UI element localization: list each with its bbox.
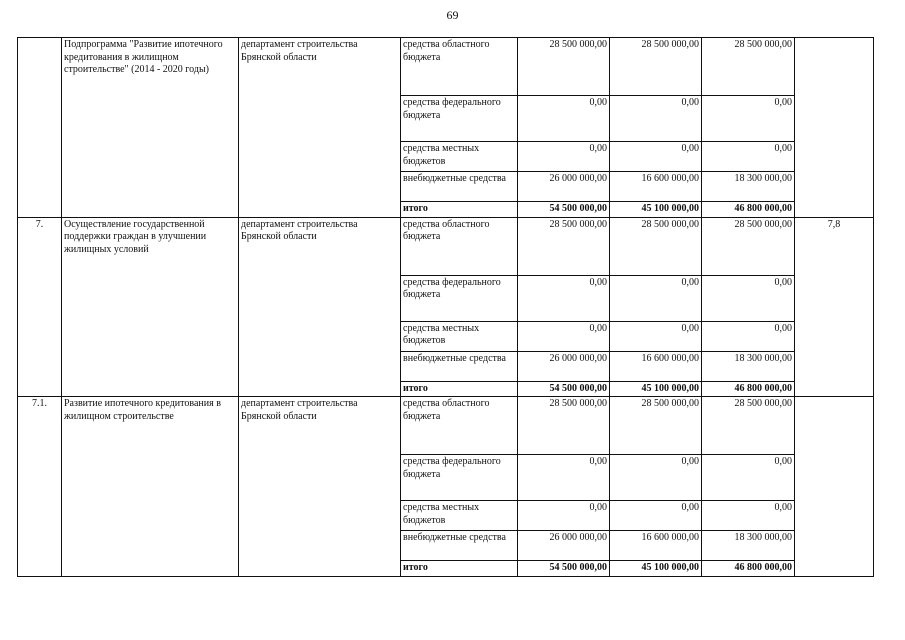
amount-year-1: 26 000 000,00: [518, 172, 610, 202]
budget-table: [17, 37, 874, 577]
program-name: Развитие ипотечного кредитования в жилищном строительстве: [62, 397, 239, 577]
amount-year-3: 0,00: [702, 96, 795, 142]
executor: департамент строительства Брянской области: [239, 38, 401, 218]
row-index: 7.1.: [18, 397, 62, 577]
amount-year-3: 0,00: [702, 455, 795, 501]
amount-year-3: 46 800 000,00: [702, 561, 795, 577]
row-index: [18, 38, 62, 218]
amount-year-3: 28 500 000,00: [702, 217, 795, 275]
amount-year-3: 18 300 000,00: [702, 172, 795, 202]
amount-year-3: 0,00: [702, 501, 795, 531]
amount-year-2: 0,00: [610, 501, 702, 531]
amount-year-2: 0,00: [610, 142, 702, 172]
funding-source: средства федерального бюджета: [401, 275, 518, 321]
amount-year-3: 18 300 000,00: [702, 531, 795, 561]
amount-year-2: 45 100 000,00: [610, 202, 702, 218]
funding-source: внебюджетные средства: [401, 172, 518, 202]
amount-year-1: 54 500 000,00: [518, 561, 610, 577]
amount-year-2: 16 600 000,00: [610, 351, 702, 381]
amount-year-3: 46 800 000,00: [702, 202, 795, 218]
executor: департамент строительства Брянской области: [239, 397, 401, 577]
amount-year-1: 0,00: [518, 275, 610, 321]
amount-year-2: 16 600 000,00: [610, 172, 702, 202]
funding-source: средства федерального бюджета: [401, 455, 518, 501]
amount-year-3: 18 300 000,00: [702, 351, 795, 381]
amount-year-2: 28 500 000,00: [610, 397, 702, 455]
funding-source: средства местных бюджетов: [401, 321, 518, 351]
amount-year-3: 28 500 000,00: [702, 397, 795, 455]
page-number: 69: [446, 8, 459, 22]
funding-source: средства федерального бюджета: [401, 96, 518, 142]
amount-year-1: 26 000 000,00: [518, 531, 610, 561]
amount-year-2: 0,00: [610, 321, 702, 351]
indicator-ref: [795, 38, 874, 218]
amount-year-2: 16 600 000,00: [610, 531, 702, 561]
amount-year-2: 45 100 000,00: [610, 381, 702, 397]
amount-year-1: 28 500 000,00: [518, 217, 610, 275]
amount-year-2: 0,00: [610, 275, 702, 321]
amount-year-1: 0,00: [518, 455, 610, 501]
funding-source: средства областного бюджета: [401, 217, 518, 275]
amount-year-1: 28 500 000,00: [518, 38, 610, 96]
amount-year-1: 26 000 000,00: [518, 351, 610, 381]
amount-year-3: 28 500 000,00: [702, 38, 795, 96]
amount-year-2: 28 500 000,00: [610, 217, 702, 275]
executor: департамент строительства Брянской области: [239, 217, 401, 397]
indicator-ref: [795, 397, 874, 577]
funding-source: внебюджетные средства: [401, 351, 518, 381]
funding-source: внебюджетные средства: [401, 531, 518, 561]
funding-source: средства местных бюджетов: [401, 501, 518, 531]
amount-year-3: 0,00: [702, 275, 795, 321]
amount-year-2: 0,00: [610, 455, 702, 501]
row-index: 7.: [18, 217, 62, 397]
amount-year-1: 0,00: [518, 321, 610, 351]
funding-source: средства местных бюджетов: [401, 142, 518, 172]
funding-source: итого: [401, 561, 518, 577]
program-name: Подпрограмма "Развитие ипотечного кредитования в жилищном строительстве" (2014 - 2020 годы): [62, 38, 239, 218]
amount-year-3: 46 800 000,00: [702, 381, 795, 397]
funding-source: средства областного бюджета: [401, 38, 518, 96]
indicator-ref: 7,8: [795, 217, 874, 397]
funding-source: итого: [401, 202, 518, 218]
funding-source: средства областного бюджета: [401, 397, 518, 455]
table-row: [18, 38, 874, 96]
amount-year-2: 45 100 000,00: [610, 561, 702, 577]
amount-year-1: 0,00: [518, 501, 610, 531]
table-row: [18, 217, 874, 275]
amount-year-2: 28 500 000,00: [610, 38, 702, 96]
amount-year-1: 0,00: [518, 96, 610, 142]
amount-year-1: 28 500 000,00: [518, 397, 610, 455]
amount-year-2: 0,00: [610, 96, 702, 142]
amount-year-1: 54 500 000,00: [518, 381, 610, 397]
amount-year-1: 54 500 000,00: [518, 202, 610, 218]
funding-source: итого: [401, 381, 518, 397]
amount-year-3: 0,00: [702, 142, 795, 172]
table-row: [18, 397, 874, 455]
program-name: Осуществление государственной поддержки граждан в улучшении жилищных условий: [62, 217, 239, 397]
amount-year-3: 0,00: [702, 321, 795, 351]
amount-year-1: 0,00: [518, 142, 610, 172]
